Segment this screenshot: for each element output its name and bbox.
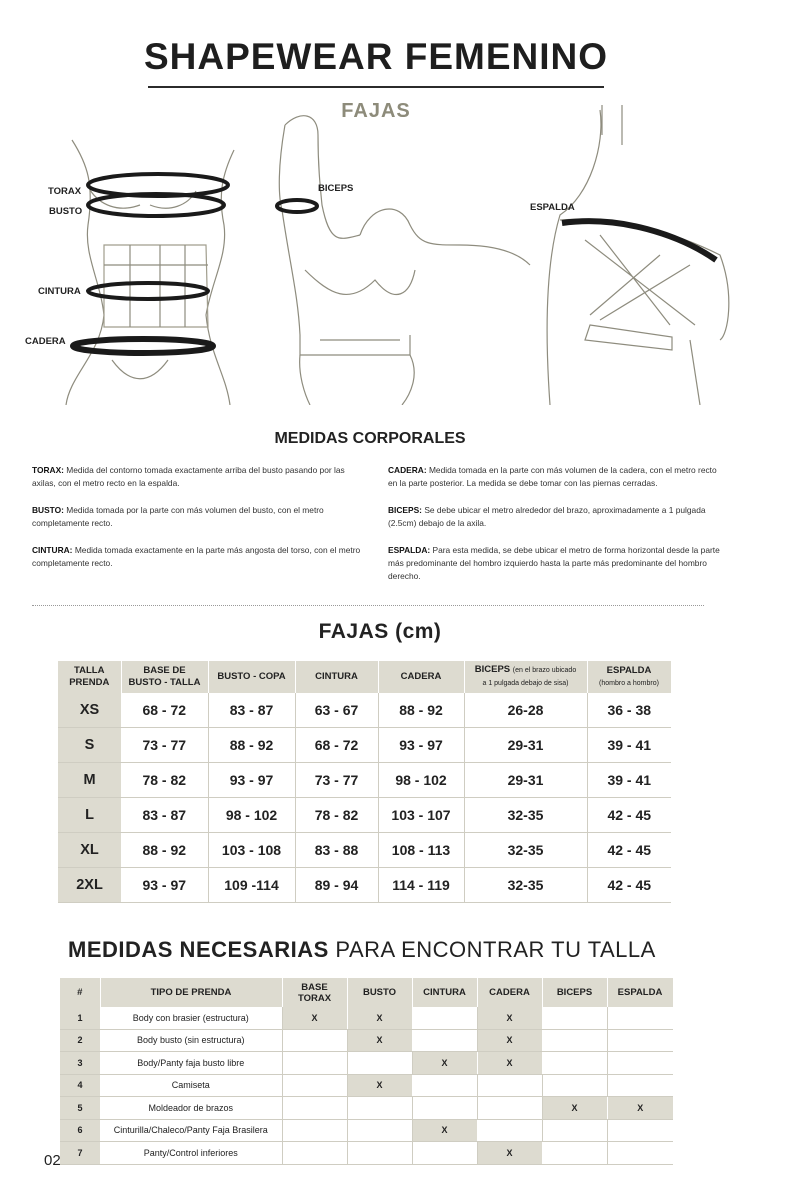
value-cell: 114 - 119 xyxy=(378,868,464,903)
row-number: 1 xyxy=(60,1007,100,1029)
value-cell: 83 - 88 xyxy=(295,833,378,868)
size-cell: S xyxy=(58,728,121,763)
value-cell: 93 - 97 xyxy=(208,763,295,798)
value-cell: 88 - 92 xyxy=(121,833,208,868)
mark-cell xyxy=(412,1029,477,1052)
col-cadera: CADERA xyxy=(477,978,542,1007)
mark-cell: X xyxy=(477,1142,542,1165)
mark-cell xyxy=(607,1029,673,1052)
mark-cell xyxy=(542,1007,607,1029)
col-tipo: TIPO DE PRENDA xyxy=(100,978,282,1007)
label-cadera: CADERA xyxy=(25,336,66,347)
value-cell: 78 - 82 xyxy=(295,798,378,833)
mark-cell xyxy=(347,1142,412,1165)
mark-cell xyxy=(282,1142,347,1165)
col-busto-copa: BUSTO - COPA xyxy=(208,661,295,693)
value-cell: 42 - 45 xyxy=(587,798,671,833)
def-busto: BUSTO: Medida tomada por la parte con más volumen del busto, con el metro completamente recto. xyxy=(32,505,324,528)
size-cell: L xyxy=(58,798,121,833)
def-torax: TORAX: Medida del contorno tomada exactamente arriba del busto pasando por las axilas, con el metro recto en la espalda. xyxy=(32,465,345,488)
col-espalda: ESPALDA (hombro a hombro) xyxy=(587,661,671,693)
value-cell: 98 - 102 xyxy=(208,798,295,833)
col-cadera: CADERA xyxy=(378,661,464,693)
row-number: 3 xyxy=(60,1052,100,1075)
garment-type: Body con brasier (estructura) xyxy=(100,1007,282,1029)
value-cell: 32-35 xyxy=(464,868,587,903)
fajas-size-table xyxy=(58,661,672,903)
title-underline xyxy=(148,86,604,88)
mark-cell: X xyxy=(607,1097,673,1120)
mark-cell xyxy=(607,1007,673,1029)
value-cell: 93 - 97 xyxy=(121,868,208,903)
table-row xyxy=(60,1119,673,1142)
row-number: 7 xyxy=(60,1142,100,1165)
table-row xyxy=(58,728,671,763)
size-cell: M xyxy=(58,763,121,798)
mark-cell xyxy=(412,1074,477,1097)
mark-cell: X xyxy=(477,1052,542,1075)
col-cintura: CINTURA xyxy=(295,661,378,693)
garment-type: Moldeador de brazos xyxy=(100,1097,282,1120)
col-espalda: ESPALDA xyxy=(607,978,673,1007)
necesarias-table xyxy=(60,978,674,1165)
def-cadera: CADERA: Medida tomada en la parte con más volumen de la cadera, con el metro recto en la parte posterior. La medida se debe tomar con las piernas cerradas. xyxy=(388,465,717,488)
garment-type: Body busto (sin estructura) xyxy=(100,1029,282,1052)
col-busto: BUSTO xyxy=(347,978,412,1007)
mark-cell xyxy=(542,1029,607,1052)
mark-cell xyxy=(542,1119,607,1142)
fajas-table-heading: FAJAS (cm) xyxy=(318,620,442,643)
value-cell: 73 - 77 xyxy=(295,763,378,798)
cintura-band xyxy=(88,283,208,299)
col-cintura: CINTURA xyxy=(412,978,477,1007)
page-title: SHAPEWEAR FEMENINO xyxy=(143,36,609,77)
arm-figure xyxy=(279,116,530,405)
value-cell: 42 - 45 xyxy=(587,868,671,903)
mark-cell: X xyxy=(412,1119,477,1142)
mark-cell xyxy=(542,1074,607,1097)
mark-cell: X xyxy=(412,1052,477,1075)
mark-cell: X xyxy=(477,1029,542,1052)
biceps-band xyxy=(277,200,317,212)
mark-cell xyxy=(477,1074,542,1097)
table-row xyxy=(58,763,671,798)
mark-cell xyxy=(412,1007,477,1029)
mark-cell xyxy=(542,1142,607,1165)
value-cell: 98 - 102 xyxy=(378,763,464,798)
table-row xyxy=(60,1142,673,1165)
col-talla: TALLA PRENDA xyxy=(58,661,121,693)
value-cell: 68 - 72 xyxy=(295,728,378,763)
mark-cell xyxy=(282,1029,347,1052)
page-number: 02 xyxy=(44,1152,61,1169)
table-row xyxy=(58,693,671,728)
garment-type: Body/Panty faja busto libre xyxy=(100,1052,282,1075)
value-cell: 36 - 38 xyxy=(587,693,671,728)
table-header-row xyxy=(58,661,671,693)
table-row xyxy=(58,833,671,868)
mark-cell xyxy=(412,1142,477,1165)
front-measure-bands xyxy=(73,174,228,353)
dotted-divider xyxy=(32,605,704,606)
section-subtitle: FAJAS xyxy=(341,100,411,122)
garment-type: Panty/Control inferiores xyxy=(100,1142,282,1165)
mark-cell xyxy=(347,1052,412,1075)
label-torax: TORAX xyxy=(48,186,82,197)
table-row xyxy=(60,1074,673,1097)
back-figure xyxy=(547,105,729,405)
mark-cell xyxy=(282,1074,347,1097)
mark-cell xyxy=(607,1074,673,1097)
row-number: 6 xyxy=(60,1119,100,1142)
value-cell: 39 - 41 xyxy=(587,728,671,763)
mark-cell xyxy=(282,1052,347,1075)
mark-cell xyxy=(347,1119,412,1142)
garment-type: Camiseta xyxy=(100,1074,282,1097)
def-cintura: CINTURA: Medida tomada exactamente en la parte más angosta del torso, con el metro completamente recto. xyxy=(32,545,361,568)
value-cell: 68 - 72 xyxy=(121,693,208,728)
value-cell: 32-35 xyxy=(464,833,587,868)
value-cell: 83 - 87 xyxy=(121,798,208,833)
mark-cell: X xyxy=(282,1007,347,1029)
label-cintura: CINTURA xyxy=(38,286,81,297)
value-cell: 73 - 77 xyxy=(121,728,208,763)
value-cell: 83 - 87 xyxy=(208,693,295,728)
def-biceps: BICEPS: Se debe ubicar el metro alrededor del brazo, aproximadamente a 1 pulgada (2.5cm) debajo de la axila. xyxy=(388,505,706,528)
mark-cell: X xyxy=(542,1097,607,1120)
col-base-torax: BASE TORAX xyxy=(282,978,347,1007)
value-cell: 63 - 67 xyxy=(295,693,378,728)
definitions-right xyxy=(388,464,724,597)
value-cell: 42 - 45 xyxy=(587,833,671,868)
value-cell: 88 - 92 xyxy=(378,693,464,728)
value-cell: 103 - 108 xyxy=(208,833,295,868)
mark-cell xyxy=(477,1119,542,1142)
biceps-measure xyxy=(277,200,317,212)
definitions-left xyxy=(32,464,362,584)
value-cell: 32-35 xyxy=(464,798,587,833)
mark-cell xyxy=(282,1119,347,1142)
medidas-heading: MEDIDAS CORPORALES xyxy=(274,430,466,447)
value-cell: 109 -114 xyxy=(208,868,295,903)
col-biceps: BICEPS (en el brazo ubicado a 1 pulgada debajo de sisa) xyxy=(464,661,587,693)
mark-cell xyxy=(607,1142,673,1165)
table-row xyxy=(60,1052,673,1075)
col-biceps: BICEPS xyxy=(542,978,607,1007)
value-cell: 26-28 xyxy=(464,693,587,728)
table-header-row xyxy=(60,978,673,1007)
label-espalda: ESPALDA xyxy=(530,202,575,213)
col-num: # xyxy=(60,978,100,1007)
value-cell: 78 - 82 xyxy=(121,763,208,798)
col-base-busto: BASE DE BUSTO - TALLA xyxy=(121,661,208,693)
mark-cell: X xyxy=(477,1007,542,1029)
value-cell: 89 - 94 xyxy=(295,868,378,903)
body-illustrations xyxy=(0,105,792,405)
table-row xyxy=(60,1097,673,1120)
cadera-band xyxy=(73,339,213,353)
necesarias-heading: MEDIDAS NECESARIAS PARA ENCONTRAR TU TALLA xyxy=(68,937,656,962)
mark-cell xyxy=(412,1097,477,1120)
table-row xyxy=(58,868,671,903)
mark-cell xyxy=(282,1097,347,1120)
mark-cell: X xyxy=(347,1007,412,1029)
def-espalda: ESPALDA: Para esta medida, se debe ubicar el metro de forma horizontal desde la parte más predominante del hombro izquierdo hasta la parte más predominante del hombro derecho. xyxy=(388,545,720,581)
row-number: 5 xyxy=(60,1097,100,1120)
value-cell: 29-31 xyxy=(464,728,587,763)
row-number: 4 xyxy=(60,1074,100,1097)
label-biceps: BICEPS xyxy=(318,183,354,194)
mark-cell: X xyxy=(347,1029,412,1052)
value-cell: 103 - 107 xyxy=(378,798,464,833)
value-cell: 88 - 92 xyxy=(208,728,295,763)
table-row xyxy=(58,798,671,833)
size-cell: XS xyxy=(58,693,121,728)
mark-cell: X xyxy=(347,1074,412,1097)
value-cell: 39 - 41 xyxy=(587,763,671,798)
mark-cell xyxy=(607,1119,673,1142)
mark-cell xyxy=(542,1052,607,1075)
mark-cell xyxy=(347,1097,412,1120)
table-row xyxy=(60,1029,673,1052)
label-busto: BUSTO xyxy=(49,206,83,217)
size-cell: 2XL xyxy=(58,868,121,903)
mark-cell xyxy=(607,1052,673,1075)
row-number: 2 xyxy=(60,1029,100,1052)
mark-cell xyxy=(477,1097,542,1120)
value-cell: 108 - 113 xyxy=(378,833,464,868)
table-row xyxy=(60,1007,673,1029)
value-cell: 29-31 xyxy=(464,763,587,798)
value-cell: 93 - 97 xyxy=(378,728,464,763)
size-cell: XL xyxy=(58,833,121,868)
garment-type: Cinturilla/Chaleco/Panty Faja Brasilera xyxy=(100,1119,282,1142)
